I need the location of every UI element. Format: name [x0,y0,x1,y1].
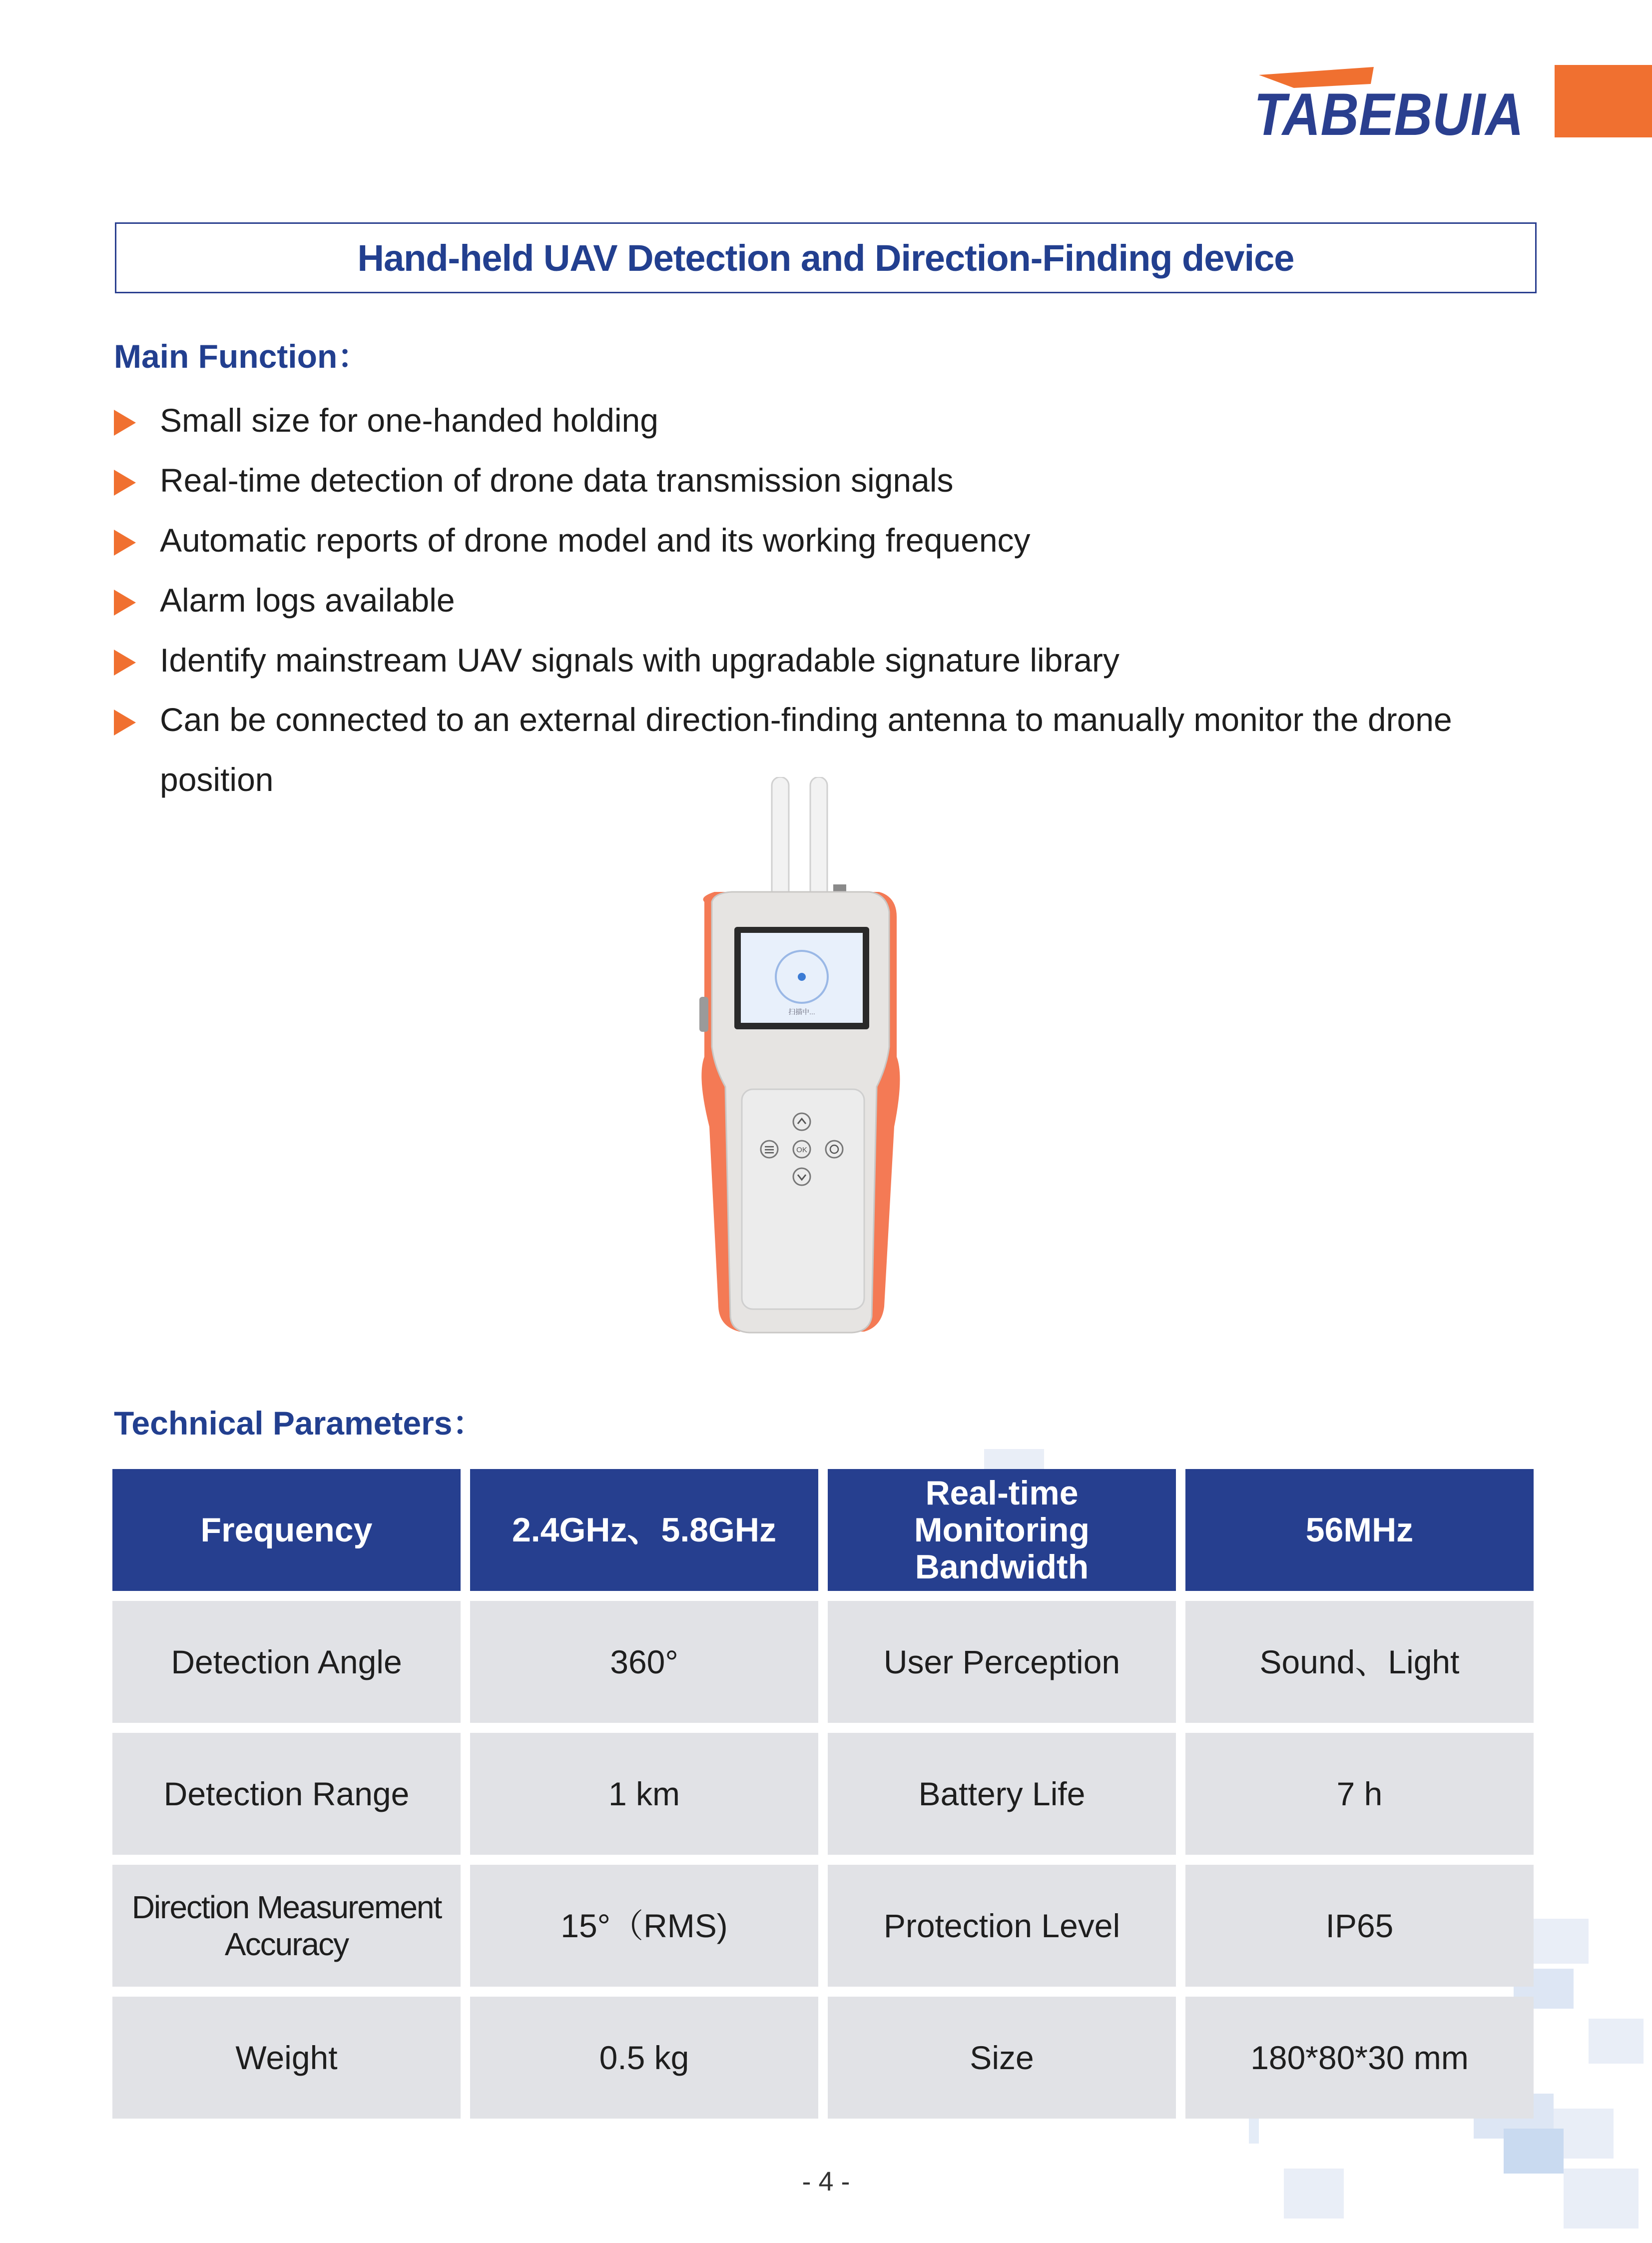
main-function-heading: Main Function： [114,338,371,375]
table-cell: 180*80*30 mm [1185,1997,1534,2119]
device-screen-status: 扫描中... [788,1008,815,1016]
table-header-cell: 56MHz [1185,1469,1534,1591]
table-cell: 0.5 kg [470,1997,818,2119]
arrow-bullet-icon [114,590,136,616]
feature-list [114,400,1563,828]
feature-text: Automatic reports of drone model and its working frequency [160,522,1031,559]
table-row [112,1997,1534,2119]
list-item [114,460,1563,501]
table-row [112,1733,1534,1855]
table-cell: Detection Angle [112,1601,461,1723]
table-cell: Detection Range [112,1733,461,1855]
list-item [114,400,1563,441]
table-row [112,1601,1534,1723]
device-ok-button: OK [796,1146,807,1154]
list-item [114,640,1563,681]
feature-text: Small size for one-handed holding [160,402,658,439]
title-box [115,222,1537,293]
table-header-cell: Frequency [112,1469,461,1591]
feature-text: Can be connected to an external direction-finding antenna to manually monitor the drone position [160,701,1452,798]
arrow-bullet-icon [114,530,136,556]
table-cell: Battery Life [828,1733,1176,1855]
list-item [114,580,1563,621]
arrow-bullet-icon [114,650,136,676]
arrow-bullet-icon [114,710,136,736]
page-title: Hand-held UAV Detection and Direction-Finding device [357,237,1294,279]
table-header-row [112,1469,1534,1591]
table-cell: 15°（RMS) [470,1865,818,1987]
arrow-bullet-icon [114,470,136,496]
feature-text: Alarm logs available [160,582,455,619]
table-header-cell: 2.4GHz、5.8GHz [470,1469,818,1591]
feature-text: Identify mainstream UAV signals with upgradable signature library [160,642,1120,679]
tabebuia-logo [1249,60,1529,145]
arrow-bullet-icon [114,410,136,436]
table-cell: Weight [112,1997,461,2119]
page-number: - 4 - [802,2167,850,2197]
table-cell: 360° [470,1601,818,1723]
logo-accent-square [1555,65,1652,137]
device-image [684,777,914,1347]
tech-params-heading: Technical Parameters： [114,1405,486,1442]
table-cell: 7 h [1185,1733,1534,1855]
table-cell: Protection Level [828,1865,1176,1987]
table-cell: Sound、Light [1185,1601,1534,1723]
table-cell: User Perception [828,1601,1176,1723]
table-header-cell: Real-time Monitoring Bandwidth [828,1469,1176,1591]
svg-text:TABEBUIA: TABEBUIA [1254,81,1524,145]
table-cell: IP65 [1185,1865,1534,1987]
table-cell: Size [828,1997,1176,2119]
table-cell: 1 km [470,1733,818,1855]
tech-params-table [112,1469,1534,2129]
table-row [112,1865,1534,1987]
feature-text: Real-time detection of drone data transmission signals [160,462,954,499]
list-item [114,520,1563,561]
table-cell: Direction Measurement Accuracy [112,1865,461,1987]
